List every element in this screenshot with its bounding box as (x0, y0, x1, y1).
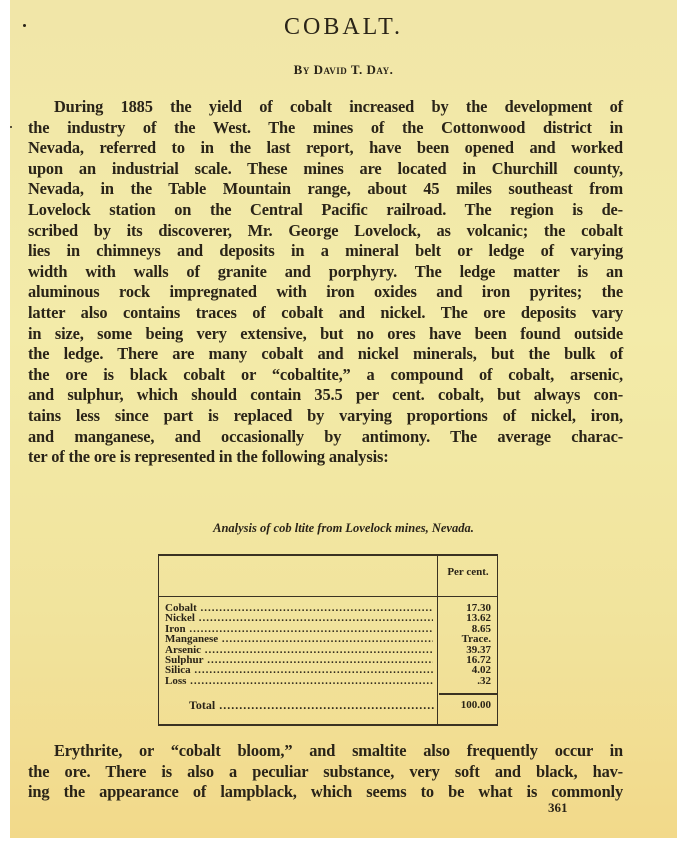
row-label: Iron ..... (165, 624, 433, 634)
text-line: the ore. There is also a peculiar substance, very soft and black, hav- (28, 761, 623, 781)
text-line: and sulphur, which should contain 35.5 per cent. cobalt, but always con- (28, 385, 623, 405)
table-row (165, 634, 497, 644)
text-line: the industry of the West. The mines of the Cottonwood district in (28, 117, 623, 137)
total-value: 100.00 (460, 699, 491, 711)
page-title: COBALT. (283, 14, 403, 40)
text-line: width with walls of granite and porphyry. The ledge matter is an (28, 261, 623, 281)
row-label: Cobalt ..... (165, 603, 433, 613)
paragraph-erythrite (28, 741, 623, 803)
column-header-percent: Per cent. (447, 566, 489, 578)
text-line: ter of the ore is represented in the following analysis: (28, 447, 389, 467)
text-line: lies in chimneys and deposits in a mineral belt or ledge of varying (28, 241, 623, 261)
row-label: Nickel ..... (165, 613, 433, 623)
table-row (165, 645, 497, 655)
text-line: Erythrite, or “cobalt bloom,” and smaltite also frequently occur in (54, 741, 623, 760)
row-value: 16.72 (466, 653, 491, 666)
table-body (165, 603, 497, 686)
table-row (165, 655, 497, 665)
table-caption: Analysis of cob ltite from Lovelock mines, Nevada. (213, 521, 474, 535)
table-row (165, 676, 497, 686)
table-row (165, 603, 497, 613)
row-label: Loss ..... (165, 676, 433, 686)
row-label: Manganese ..... (165, 634, 433, 644)
total-rule (439, 693, 497, 695)
text-line: the ledge. There are many cobalt and nickel minerals, but the bulk of (28, 344, 623, 364)
book-page (10, 0, 677, 838)
row-label: Silica ..... (165, 665, 433, 675)
table-row (165, 624, 497, 634)
text-line: latter also contains traces of cobalt and nickel. The ore deposits vary (28, 302, 623, 322)
row-value: .32 (477, 674, 491, 687)
text-line: Lovelock station on the Central Pacific railroad. The region is de- (28, 199, 623, 219)
row-value: 13.62 (466, 612, 491, 625)
row-value: 39.37 (466, 643, 491, 656)
total-label: Total ..... (189, 698, 434, 712)
text-line: the ore is black cobalt or “cobaltite,” a compound of cobalt, arsenic, (28, 364, 623, 384)
row-label: Sulphur ..... (165, 655, 433, 665)
table-row (165, 613, 497, 623)
text-line: Nevada, in the Table Mountain range, about 45 miles southeast from (28, 179, 623, 199)
row-label: Arsenic ..... (165, 645, 433, 655)
ink-speck (10, 126, 12, 128)
text-line: upon an industrial scale. These mines are located in Churchill county, (28, 158, 623, 178)
author-byline: By David T. Day. (293, 62, 394, 77)
header-rule (159, 596, 497, 597)
row-value: 17.30 (466, 602, 491, 614)
page-number: 361 (548, 800, 568, 815)
text-line: Nevada, referred to in the last report, have been opened and worked (28, 138, 623, 158)
text-line: During 1885 the yield of cobalt increased by the development of (54, 97, 623, 116)
row-value: Trace. (461, 633, 491, 646)
text-line: aluminous rock impregnated with iron oxides and iron pyrites; the (28, 282, 623, 302)
row-value: 8.65 (471, 622, 491, 635)
text-line: tains less since part is replaced by varying proportions of nickel, iron, (28, 405, 623, 425)
text-line: and manganese, and occasionally by antimony. The average charac- (28, 426, 623, 446)
paragraph-intro (28, 97, 623, 468)
table-row (165, 665, 497, 675)
table-total-row (189, 698, 497, 712)
text-line: scribed by its discoverer, Mr. George Lovelock, as volcanic; the cobalt (28, 220, 623, 240)
row-value: 4.02 (471, 664, 491, 677)
text-line: in size, some being very extensive, but no ores have been found outside (28, 323, 623, 343)
analysis-table (158, 554, 498, 726)
text-line: ing the appearance of lampblack, which seems to be what is commonly (28, 782, 623, 802)
